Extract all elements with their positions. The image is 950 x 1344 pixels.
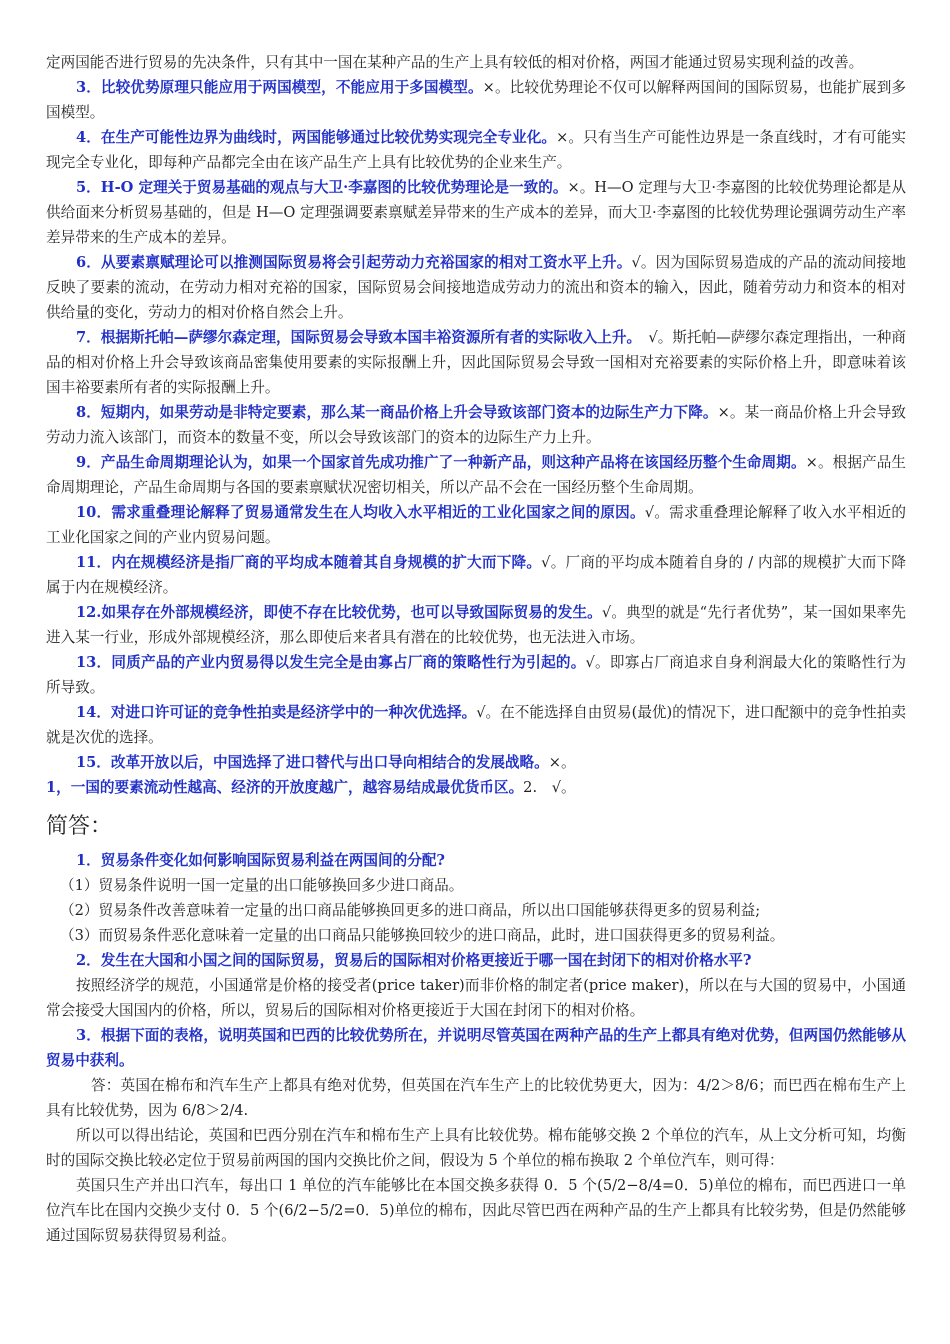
judge-question: 6．从要素禀赋理论可以推测国际贸易将会引起劳动力充裕国家的相对工资水平上升。 — [76, 254, 632, 271]
short-answer-3-para-2: 所以可以得出结论，英国和巴西分别在汽车和棉布生产上具有比较优势。棉布能够交换 2 个单位的汽车，从上文分析可知，均衡时的国际交换比较必定位于贸易前两国的国内交换比价之间，假设为 5 个单位的棉布换取 2 个单位汽车，则可得： — [46, 1127, 906, 1169]
judge-answer: ×。 — [548, 754, 576, 771]
judge-question: 14．对进口许可证的竞争性拍卖是经济学中的一种次优选择。 — [76, 704, 477, 721]
judge-answer: √。在不能选择自由贸易(最优)的情况下，进口配额中的竞争性拍卖就是次优的选择。 — [46, 704, 906, 746]
judge-item-3 — [46, 75, 906, 125]
short-point-2: （2）贸易条件改善意味着一定量的出口商品能够换回更多的进口商品，所以出口国能够获得更多的贸易利益; — [60, 902, 761, 919]
judge-item-5 — [46, 175, 906, 250]
short-question-2 — [46, 948, 906, 973]
short-point-1: （1）贸易条件说明一国一定量的出口能够换回多少进口商品。 — [60, 877, 464, 894]
judge-item-8 — [46, 400, 906, 450]
judge-item-15 — [46, 750, 906, 775]
judge-answer: √。典型的就是“先行者优势”，某一国如果率先进入某一行业，形成外部规模经济，那么即使后来者具有潜在的比较优势，也无法进入市场。 — [46, 604, 906, 646]
judge-answer: √。即寡占厂商追求自身利润最大化的策略性行为所导致。 — [46, 654, 907, 696]
judge-question: 9．产品生命周期理论认为，如果一个国家首先成功推广了一种新产品，则这种产品将在该国经历整个生命周期。 — [76, 454, 806, 471]
judge-answer: √。厂商的平均成本随着自身的 / 内部的规模扩大而下降属于内在规模经济。 — [46, 554, 907, 596]
extra-answer: 2. √。 — [523, 779, 576, 796]
judge-question: 10．需求重叠理论解释了贸易通常发生在人均收入水平相近的工业化国家之间的原因。 — [76, 504, 645, 521]
judge-item-11 — [46, 550, 906, 600]
short-question-text: 3．根据下面的表格，说明英国和巴西的比较优势所在，并说明尽管英国在两种产品的生产上都具有绝对优势，但两国仍然能够从贸易中获利。 — [46, 1027, 906, 1069]
section-title-short-answer: 简答： — [46, 814, 113, 839]
extra-question: 1，一国的要素流动性越高、经济的开放度越广，越容易结成最优货币区。 — [46, 779, 524, 796]
short-point-3: （3）而贸易条件恶化意味着一定量的出口商品只能够换回较少的进口商品，此时，进口国获得更多的贸易利益。 — [60, 927, 785, 944]
judge-continued-text: 定两国能否进行贸易的先决条件，只有其中一国在某种产品的生产上具有较低的相对价格，两国才能通过贸易实现利益的改善。 — [46, 54, 864, 71]
judge-item-6 — [46, 250, 906, 325]
judge-item-7 — [46, 325, 906, 400]
short-question-1 — [46, 848, 906, 873]
judge-question: 7．根据斯托帕—萨缪尔森定理，国际贸易会导致本国丰裕资源所有者的实际收入上升。 — [76, 329, 634, 346]
judge-question: 3．比较优势原理只能应用于两国模型，不能应用于多国模型。 — [76, 79, 483, 96]
judge-item-12 — [46, 600, 906, 650]
extra-judge-item — [46, 775, 906, 800]
judge-answer: ×。H—O 定理与大卫·李嘉图的比较优势理论都是从供给面来分析贸易基础的，但是 H—O 定理强调要素禀赋差异带来的生产成本的差异，而大卫·李嘉图的比较优势理论强调劳动生产率差异带来的生产成本的差异。 — [46, 179, 906, 246]
judge-question: 4．在生产可能性边界为曲线时，两国能够通过比较优势实现完全专业化。 — [76, 129, 557, 146]
short-answer-3-para-3: 英国只生产并出口汽车，每出口 1 单位的汽车能够比在本国交换多获得 0．5 个(5/2−8/4=0．5)单位的棉布，而巴西进口一单位汽车比在国内交换少支付 0．5 个(6/2−5/2=0．5)单位的棉布，因此尽管巴西在两种产品的生产上都具有比较劣势，但是仍然能够通过国际贸易获得贸易利益。 — [46, 1177, 906, 1244]
document-page — [46, 50, 906, 1248]
short-answer-3-para-1: 答：英国在棉布和汽车生产上都具有绝对优势，但英国在汽车生产上的比较优势更大，因为：4/2＞8/6；而巴西在棉布生产上具有比较优势，因为 6/8＞2/4. — [46, 1077, 906, 1119]
judge-item-13 — [46, 650, 906, 700]
judge-question: 13．同质产品的产业内贸易得以发生完全是由寡占厂商的策略性行为引起的。 — [76, 654, 586, 671]
short-question-text: 1．贸易条件变化如何影响国际贸易利益在两国间的分配? — [76, 852, 445, 869]
judge-item-10 — [46, 500, 906, 550]
judge-item-14 — [46, 700, 906, 750]
short-answer-2: 按照经济学的规范，小国通常是价格的接受者(price taker)而非价格的制定者(price maker)，所以在与大国的贸易中，小国通常会接受大国国内的价格，所以，贸易后的国际相对价格更接近于大国在封闭下的相对价格。 — [46, 977, 906, 1019]
short-question-text: 2．发生在大国和小国之间的国际贸易，贸易后的国际相对价格更接近于哪一国在封闭下的相对价格水平? — [76, 952, 752, 969]
judge-answer: √。需求重叠理论解释了收入水平相近的工业化国家之间的产业内贸易问题。 — [46, 504, 906, 546]
judge-answer: ×。比较优势理论不仅可以解释两国间的国际贸易，也能扩展到多国模型。 — [46, 79, 906, 121]
judge-question: 5．H-O 定理关于贸易基础的观点与大卫·李嘉图的比较优势理论是一致的。 — [76, 179, 568, 196]
judge-question: 8．短期内，如果劳动是非特定要素，那么某一商品价格上升会导致该部门资本的边际生产力下降。 — [76, 404, 718, 421]
judge-question: 12.如果存在外部规模经济，即使不存在比较优势，也可以导致国际贸易的发生。 — [76, 604, 602, 621]
judge-item-4 — [46, 125, 906, 175]
judge-question: 11．内在规模经济是指厂商的平均成本随着其自身规模的扩大而下降。 — [76, 554, 542, 571]
judge-answer: ×。只有当生产可能性边界是一条直线时，才有可能实现完全专业化，即每种产品都完全由在该产品生产上具有比较优势的企业来生产。 — [46, 129, 906, 171]
short-question-3 — [46, 1023, 906, 1073]
judge-answer: ×。某一商品价格上升会导致劳动力流入该部门，而资本的数量不变，所以会导致该部门的资本的边际生产力上升。 — [46, 404, 906, 446]
judge-answer: √。斯托帕—萨缪尔森定理指出，一种商品的相对价格上升会导致该商品密集使用要素的实际报酬上升，因此国际贸易会导致一国相对充裕要素的实际价格上升，即意味着该国丰裕要素所有者的实际报酬上升。 — [46, 329, 906, 396]
judge-item-9 — [46, 450, 906, 500]
judge-answer: √。因为国际贸易造成的产品的流动间接地反映了要素的流动，在劳动力相对充裕的国家，国际贸易会间接地造成劳动力的流出和资本的输入，因此，随着劳动力和资本的相对供给量的变化，劳动力的相对价格自然会上升。 — [46, 254, 906, 321]
judge-question: 15．改革开放以后，中国选择了进口替代与出口导向相结合的发展战略。 — [76, 754, 549, 771]
judge-answer: ×。根据产品生命周期理论，产品生命周期与各国的要素禀赋状况密切相关，所以产品不会在一国经历整个生命周期。 — [46, 454, 906, 496]
